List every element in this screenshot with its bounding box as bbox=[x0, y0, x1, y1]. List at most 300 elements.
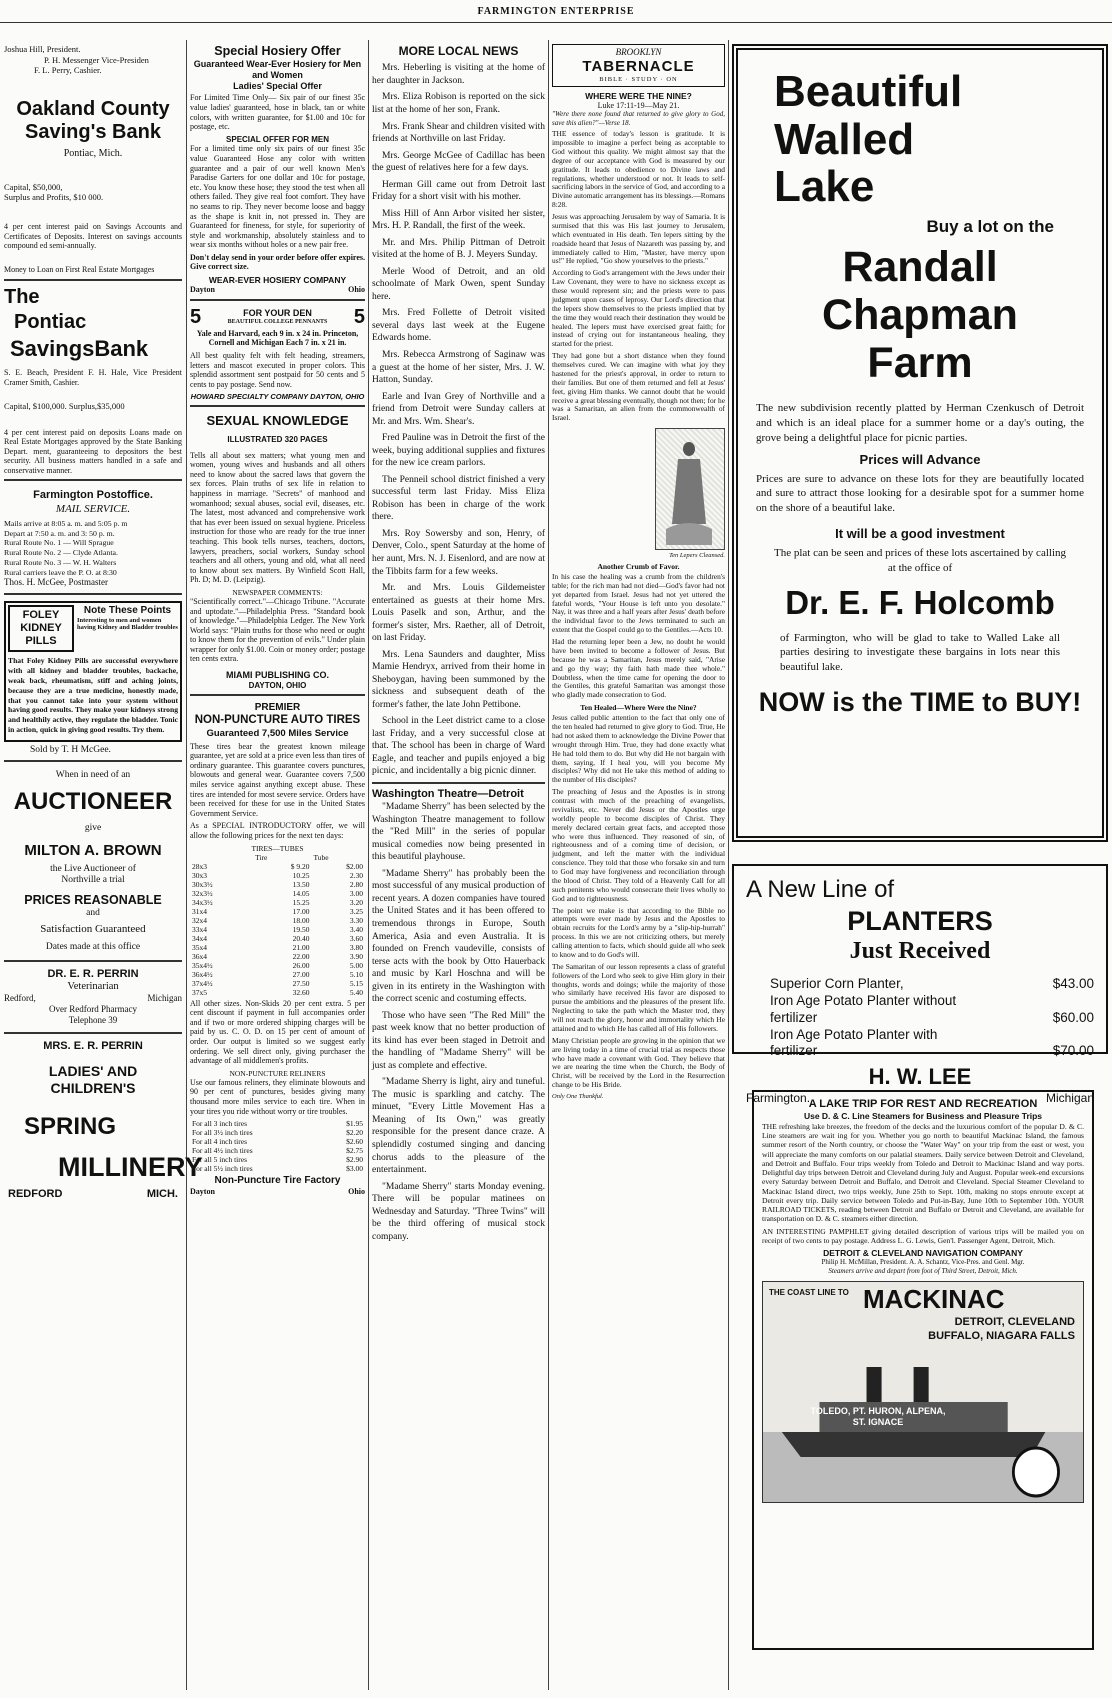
foley-header bbox=[8, 605, 178, 653]
lake-investment: It will be a good investment bbox=[835, 526, 1005, 542]
pontiac-title-line: The bbox=[4, 285, 40, 308]
table-cell: 35x4½ bbox=[192, 960, 213, 970]
auction-title: AUCTIONEER bbox=[13, 787, 173, 815]
illustration-caption-2: Only One Thankful. bbox=[552, 1093, 604, 1101]
table-row bbox=[190, 961, 365, 970]
farm-title bbox=[756, 243, 1084, 387]
item-name: Superior Corn Planter, bbox=[770, 975, 904, 991]
table-cell: $2.75 bbox=[346, 1146, 363, 1156]
illustration-caption-1: Ten Lepers Cleansed. bbox=[669, 552, 725, 560]
trip-mackinac: MACKINAC bbox=[863, 1284, 1005, 1315]
hosiery-location bbox=[190, 285, 365, 295]
news-item: Mrs. Lena Saunders and daughter, Miss Mamie Hendryx, arrived from their home in Sheboygan, having been summoned by the sickness and subsequent death of the former's father, the late John Pettibone. bbox=[372, 649, 545, 710]
sermon-paragraph: THE essence of today's lesson is gratitude. It is impossible to imagine a perfect being as acceptable to God without this quality. We might almost say that the degree of our acceptance with God is measured by our gratitude. It leads to obedience to Divine laws and regulations, whether understood or not. It leads to self-sacrificing labors in the service of God, and according to a Divine automatic arrangement has its blessings.—Romans 8:28. bbox=[552, 129, 726, 210]
trip-company: DETROIT & CLEVELAND NAVIGATION COMPANY bbox=[823, 1248, 1023, 1259]
news-item: The Penneil school district finished a very successful term last Friday. Miss Eliza Robison has been in charge of the work there. bbox=[372, 474, 545, 523]
foley-note-block bbox=[77, 605, 178, 653]
planters-line: A New Line of bbox=[746, 876, 895, 903]
divider bbox=[4, 279, 182, 281]
sermon-paragraph: Had the returning leper been a Jew, no doubt he would have been invited to become a follower of Jesus. But because he was a Samaritan, Jesus merely said, "Arise and go thy way; thy faith hath made thee whole." Doubtless, when the time came for opening the door to the Gentiles, this grateful Samaritan was amongst those who gladly made consecration to God. bbox=[552, 637, 725, 700]
table-cell: 5.15 bbox=[349, 978, 363, 988]
table-cell: For all 3 inch tires bbox=[192, 1119, 247, 1129]
sermon-paragraph: The Samaritan of our lesson represents a class of grateful followers of the Lord who seek to give Him glory in their thoughts, words and doings; while the majority of those who similarly have received His favor are disposed to pursue the ambitions and the pleasures of the present life. Neglecting to take the path which the Master trod, they will not reach the glory, honor and immortality which He attained and to which He has called all of His followers. bbox=[552, 961, 725, 1033]
list-item bbox=[770, 993, 1094, 1027]
table-cell: 37x4½ bbox=[192, 978, 213, 988]
oakland-bank-title: Oakland County Saving's Bank bbox=[16, 97, 170, 143]
trip-text: THE refreshing lake breezes, the freedom of the decks and the luxurious comfort of the popular D. & C. Line steamers are wait ing for you. Whether you go north to beautiful Mackinac Island, the famous summer resort of the North country, or choose the "Water Way" on your trip from the east or west, you will appreciate the many comforts on our palatial steamers. Daily service between Detroit and Cleveland, and Detroit and Buffalo. Four trips weekly from Toledo and Detroit to Mackinac Island and way ports. Delightful day trips between Detroit and Cleveland during July and August. Popular week-end excursions every Saturday between Detroit and Buffalo, and Detroit and Cleveland. Special Steamer Cleveland to Mackinac Island direct, two trips weekly, June 25th to Sept. 10th, making no stops enroute except at Detroit every trip. Daily service between Toledo and Put-in-Bay, June 10th to September 10th. YOUR RAILROAD TICKETS, reading between Detroit and Buffalo or Detroit and Cleveland, are available for transportation on D. & C. steamers either direction. bbox=[762, 1121, 1084, 1224]
farm-title-line: Chapman bbox=[822, 291, 1018, 340]
table-cell: 3.40 bbox=[349, 924, 363, 934]
sermon-paragraph: The preaching of Jesus and the Apostles is in strong contrast with much of the preaching of evangelists, revivalists, etc. Never did Jesus or the Apostles urge worldly people to become disciples of Christ. They merely declared certain great facts, and accepted those who were thus influenced. They reasoned of sin, of righteousness and of a coming time of decision, or judgment, and left the matter with the individual conscience. They told that those who forsake sin and turn to God may have forgiveness and reconciliation through the blood of Christ. They told of a Heavenly Call for all such penitents who would consecrate their lives wholly to God and to righteousness. bbox=[552, 787, 725, 903]
schedule-line: Mails arrive at 8:05 a. m. and 5:05 p. m bbox=[4, 518, 128, 528]
divider bbox=[190, 299, 365, 301]
perrin-pharmacy: Over Redford Pharmacy bbox=[49, 1004, 137, 1015]
news-item: Earle and Ivan Grey of Northville and a friend from Detroit were Sunday callers at Mr. and Mrs. Wm. Shear's. bbox=[372, 391, 545, 427]
table-cell: $2.00 bbox=[346, 861, 363, 871]
table-cell: 17.00 bbox=[292, 906, 310, 916]
auction-dates: Dates made at this office bbox=[45, 942, 141, 953]
table-cell: 32.60 bbox=[292, 987, 310, 997]
table-cell: 14.05 bbox=[292, 888, 310, 898]
mrs-perrin-name: MRS. E. R. PERRIN bbox=[43, 1039, 143, 1052]
sex-knowledge-comments-heading: NEWSPAPER COMMENTS: bbox=[232, 587, 323, 597]
foley-note: Note These Points bbox=[83, 604, 172, 616]
millinery-location bbox=[4, 1188, 182, 1201]
planters-subtitle: Just Received bbox=[849, 938, 991, 965]
postoffice-schedule bbox=[4, 519, 182, 589]
tire-premier: PREMIER bbox=[254, 702, 301, 714]
hosiery-title: Special Hosiery Offer bbox=[214, 44, 341, 58]
news-paragraph: Those who have seen "The Red Mill" the past week know that no better production of its kind has ever been staged in Detroit and the handling of "Madame Sherry" will be just as complete and effective. bbox=[372, 1010, 545, 1071]
tire-reliner-title: NON-PUNCTURE RELINERS bbox=[229, 1068, 326, 1078]
column-rule bbox=[728, 40, 729, 1690]
divider bbox=[372, 782, 545, 784]
table-row bbox=[190, 889, 365, 898]
sex-knowledge-comments: "Scientifically correct."—Chicago Tribune. "Accurate and uptodate."—Philadelphia Press. "Standard book of knowledge."—Philadelphia Ledger. The New York World says: "Plain truths for those who need or ought to know them for the prevention of evils." Under plain wrapper for only $1.00. Coin or money order; postage ten cents extra. bbox=[190, 596, 365, 664]
table-cell: For all 5½ inch tires bbox=[192, 1164, 253, 1174]
figure-icon bbox=[656, 429, 722, 547]
sermon-paragraph: They had gone but a short distance when they found themselves cured. We can imagine with what joy they hastened for the priest's approval, in order to return to their families. But one of them returned and fell at Jesus' feet, giving Him thanks. We cannot doubt that he would receive a great blessing eventually, though not then; for he was a Samaritan, an alien from the commonwealth of Israel. bbox=[552, 351, 725, 423]
table-cell: 36x4 bbox=[192, 951, 207, 961]
sermon-paragraphs-2 bbox=[552, 573, 725, 700]
lake-title-line: Walled bbox=[774, 114, 915, 164]
tire-text-3: All other sizes. Non-Skids 20 per cent extra. 5 per cent discount if payment in full accompanies order and if two or more ordered shipping charges will be paid by us. C. O. D. on 15 per cent of amount of order. Our output is limited so we suggest early ordering. We sell direct only, giving purchaser the advantage of all middlemen's profits. bbox=[190, 998, 365, 1066]
news-item: Mrs. Frank Shear and children visited with friends at Northville on last Friday. bbox=[372, 121, 545, 145]
oakland-loans: Money to Loan on First Real Estate Mortgages bbox=[4, 265, 155, 275]
table-header-cell: Tire bbox=[255, 852, 268, 862]
table-cell: 34x3½ bbox=[192, 897, 213, 907]
column-rule bbox=[368, 40, 369, 1690]
pontiac-text: 4 per cent interest paid on deposits Loans made on Real Estate Mortgages approved by the State Banking Depart. ment, guaranteeing to depositors the best security. All business matters handled in a safe and conservative manner. bbox=[4, 427, 182, 475]
schedule-line: Rural carriers leave the P. O. at 8:30 bbox=[4, 567, 117, 577]
news-paragraph: "Madame Sherry" has probably been the most successful of any musical production of recent years. A dozen companies have toured the United States and it has been offered to tremendous throngs in Europe, South America, Asia and even Australia. It is founded on French vaudeville, consists of terse acts with the book by Otto Hauerback and music by Karl Hoschna and will be given in its entirety in the Washington with the correct scenic and costuming effects. bbox=[372, 868, 545, 1005]
sermon-quote: "Were there none found that returned to give glory to God, save this alien?"—Verse 18. bbox=[552, 110, 725, 127]
table-cell: For all 3½ inch tires bbox=[192, 1128, 253, 1138]
column-3 bbox=[372, 44, 545, 1690]
lake-doctor-name: Dr. E. F. Holcomb bbox=[785, 584, 1055, 622]
column-rule bbox=[186, 40, 187, 1690]
table-cell: 36x4½ bbox=[192, 969, 213, 979]
millinery-city: REDFORD bbox=[8, 1187, 63, 1200]
walled-lake-ad bbox=[732, 44, 1108, 842]
banner-line-3: BIBLE · STUDY · ON bbox=[599, 75, 678, 83]
news-item: Mrs. Heberling is visiting at the home of her daughter in Jackson. bbox=[372, 63, 545, 86]
news-item: Mrs. Eliza Robison is reported on the sick list at the home of her son, Frank. bbox=[372, 92, 545, 115]
pennant-subtitle: BEAUTIFUL COLLEGE PENNANTS bbox=[227, 318, 328, 325]
item-price: $60.00 bbox=[1052, 1009, 1094, 1025]
news-item: School in the Leet district came to a close last Friday, and a very successful close at that. The school has been in charge of Ward Eagle, and teacher and pupils enjoyed a big picnic, and incidentally a big picnic dinner. bbox=[372, 716, 545, 777]
news-item: Mrs. George McGee of Cadillac has been the guest of relatives here for a few days. bbox=[372, 150, 545, 174]
auction-name: MILTON A. BROWN bbox=[24, 841, 162, 859]
walled-lake-title bbox=[774, 68, 1084, 211]
table-cell: 13.50 bbox=[292, 879, 310, 889]
sermon-paragraphs-3 bbox=[552, 714, 725, 1101]
hosiery-city: Dayton bbox=[190, 285, 215, 295]
news-paragraph: "Madame Sherry is light, airy and tuneful. The music is sparkling and catchy. The minuet, "Every Little Movement Has a Meaning of Its Own," was greatly responsible for the present dance craze. A splendidly costumed singing and dancing chorus adds to the pleasure of the entertainment. bbox=[372, 1077, 545, 1176]
sex-knowledge-subtitle: ILLUSTRATED 320 PAGES bbox=[227, 435, 328, 445]
lepers-illustration bbox=[655, 428, 725, 550]
column-2 bbox=[190, 44, 365, 1690]
table-cell: 3.20 bbox=[349, 897, 363, 907]
news-item: Merle Wood of Detroit, and an old schoolmate of Mark Owen, spent Sunday here. bbox=[372, 266, 545, 302]
planters-state: Michigan bbox=[1045, 1090, 1094, 1105]
schedule-line: Rural Route No. 2 — Clyde Atlanta. bbox=[4, 548, 118, 558]
planters-list bbox=[770, 976, 1094, 1060]
item-name: Iron Age Potato Planter with fertilizer bbox=[770, 1026, 938, 1059]
hosiery-subtitle-2: Ladies' Special Offer bbox=[233, 80, 322, 91]
table-cell: 19.50 bbox=[292, 924, 310, 934]
table-cell: For all 5 inch tires bbox=[192, 1155, 247, 1165]
pontiac-officers: S. E. Beach, President F. H. Hale, Vice President Cramer Smith, Cashier. bbox=[4, 368, 182, 387]
divider bbox=[4, 1032, 182, 1034]
pennant-company: HOWARD SPECIALTY COMPANY DAYTON, OHIO bbox=[190, 392, 365, 402]
farm-title-line: Farm bbox=[867, 339, 973, 388]
table-row bbox=[190, 979, 365, 988]
table-row bbox=[190, 952, 365, 961]
table-cell: 22.00 bbox=[292, 951, 310, 961]
foley-sold: Sold by T. H McGee. bbox=[30, 744, 111, 755]
table-cell: $ 9.20 bbox=[290, 861, 310, 871]
table-cell: 32x3½ bbox=[192, 888, 213, 898]
oakland-capital: Capital, $50,000, bbox=[4, 181, 63, 192]
news-item: Herman Gill came out from Detroit last Friday for a short visit with his mother. bbox=[372, 179, 545, 203]
pontiac-bank-title bbox=[4, 285, 182, 363]
table-cell: 26.00 bbox=[292, 960, 310, 970]
sermon-paragraph: Jesus called public attention to the fact that only one of the ten healed had returned to give glory to God. True, He had not asked them to acknowledge the Divine Power that wrought through Him. True, they had done exactly what He had told them to do. But why did He not bargain with them, saying, If I heal you, will you become My disciples? Why did not He take this method of adding to the number of His disciples? bbox=[552, 713, 725, 785]
oakland-officers bbox=[4, 44, 182, 76]
sermon-paragraph: Many Christian people are growing in the opinion that we are living today in a time of crucial trial as respects those who have made a covenant with God. They believe that we are nearing the time when the Church, the Body of Christ, will be received by the Lord in the Resurrection change to be His Bride. bbox=[552, 1035, 725, 1090]
list-item bbox=[770, 1027, 1094, 1061]
officer-line: P. H. Messenger Vice-Presiden bbox=[44, 54, 149, 65]
postoffice-subtitle: MAIL SERVICE. bbox=[55, 502, 131, 515]
foley-note-sub: Interesting to men and women having Kidney and Bladder troubles bbox=[77, 616, 178, 632]
table-row bbox=[190, 1164, 365, 1173]
trip-title: A LAKE TRIP FOR REST AND RECREATION bbox=[808, 1098, 1038, 1110]
lake-text-3: The plat can be seen and prices of these lots ascertained by calling at the office of bbox=[774, 546, 1066, 574]
table-row bbox=[190, 916, 365, 925]
table-row bbox=[190, 862, 365, 871]
sex-knowledge-text: Tells all about sex matters; what young men and women, young wives and husbands and all others need to know about the sacred laws that govern the sex forces. Plain truths of sex life in relation to happiness in marriage. "Secrets" of manhood and womanhood; sexual abuses, social evil, diseases, etc. The latest, most advanced and comprehensive work that has ever been issued on sexual hygiene. Priceless instruction for those who are ready for the true inner teaching. This book tells nurses, teachers, doctors, lawyers, preachers, social workers, Sunday school teachers and all others, young and old, what all need to know about sex matters. By Winfield Scott Hall, Ph. D; M. D. (Leipzig). bbox=[190, 450, 365, 585]
oakland-interest: 4 per cent interest paid on Savings Accounts and Certificates of Deposits. Interest on savings accounts compound ed semi-annually. bbox=[4, 222, 182, 251]
perrin-phone: Telephone 39 bbox=[68, 1015, 118, 1026]
millinery-line1: LADIES' AND bbox=[48, 1063, 138, 1080]
divider bbox=[4, 760, 182, 762]
sermon-reference: Luke 17:11-19—May 21. bbox=[597, 100, 680, 110]
tire-text-1: These tires bear the greatest known mileage guarantee, yet are sold at a price even less than tires of ordinary guarantee. This guarantee covers punctures, blowouts and general wear. Guarantee covers 7,500 miles service against anything except abuse. These tires are intended for most severe service. Orders have been received for these for use in the United States Government Service. bbox=[190, 741, 365, 818]
table-cell: 15.25 bbox=[292, 897, 310, 907]
divider bbox=[190, 694, 365, 696]
table-cell: 3.60 bbox=[349, 933, 363, 943]
masthead-rule bbox=[0, 22, 1112, 23]
sex-knowledge-city: DAYTON, OHIO bbox=[248, 680, 307, 690]
banner-line-1: BROOKLYN bbox=[615, 47, 662, 57]
tire-subtitle: Guaranteed 7,500 Miles Service bbox=[206, 728, 349, 740]
auction-desc: the Live Auctioneer of Northville a trial bbox=[50, 863, 136, 886]
banner-line-2: TABERNACLE bbox=[582, 57, 695, 75]
lake-text-4: of Farmington, who will be glad to take to Walled Lake all parties desiring to investigate these bargains in lots near this beautiful lake. bbox=[780, 631, 1060, 673]
mackinac-banner bbox=[762, 1281, 1084, 1503]
pontiac-title-line: SavingsBank bbox=[10, 335, 149, 361]
table-cell: 27.50 bbox=[292, 978, 310, 988]
tire-location bbox=[190, 1187, 365, 1197]
table-cell: 20.40 bbox=[292, 933, 310, 943]
table-cell: 2.30 bbox=[349, 870, 363, 880]
table-cell: 30x3 bbox=[192, 870, 207, 880]
lake-text-2: Prices are sure to advance on these lots for they are beautifully located and sure to attract those looking for a desirable spot for a summer home on the shore of a beautiful lake. bbox=[756, 472, 1084, 515]
lake-text-1: The new subdivision recently platted by Herman Czenkusch of Detroit and which is an ideal place for a summer home or a day's outing, the grove being a delightful place for picnic parties. bbox=[756, 402, 1084, 445]
foley-ad bbox=[4, 601, 182, 742]
table-header-cell bbox=[190, 853, 253, 862]
sermon-paragraphs-1 bbox=[552, 130, 725, 423]
tire-text-4: Use our famous reliners, they eliminate blowouts and 90 per cent of punctures, besides giving many thousand more miles service to each tire. When in your tires you ride without worry or tire troubles. bbox=[190, 1077, 365, 1116]
table-row bbox=[190, 943, 365, 952]
schedule-line: Rural Route No. 3 — W. H. Walters bbox=[4, 557, 117, 567]
lake-prices-advance: Prices will Advance bbox=[859, 451, 981, 467]
table-row bbox=[190, 988, 365, 997]
table-cell: $2.90 bbox=[346, 1155, 363, 1165]
millinery-title: MILLINERY bbox=[58, 1152, 203, 1183]
table-cell: 35x4 bbox=[192, 942, 207, 952]
table-row bbox=[190, 1146, 365, 1155]
trip-subtitle: Use D. & C. Line Steamers for Business and Pleasure Trips bbox=[803, 1111, 1043, 1122]
auction-satisfaction: Satisfaction Guaranteed bbox=[40, 923, 146, 936]
news-item: Mrs. Fred Follette of Detroit visited several days last week at the Eugene Edwards home. bbox=[372, 308, 545, 344]
auction-prices: PRICES REASONABLE bbox=[24, 892, 162, 907]
tire-city: Dayton bbox=[190, 1187, 215, 1197]
table-cell: For all 4½ inch tires bbox=[192, 1146, 253, 1156]
table-row bbox=[190, 970, 365, 979]
table-cell: $3.00 bbox=[346, 1164, 363, 1174]
sex-knowledge-title: SEXUAL KNOWLEDGE bbox=[206, 413, 349, 429]
tabernacle-banner bbox=[552, 44, 725, 87]
table-cell: 37x5 bbox=[192, 987, 207, 997]
list-item bbox=[770, 976, 1094, 993]
perrin-name: DR. E. R. PERRIN bbox=[47, 967, 139, 980]
farm-title-line: Randall bbox=[842, 242, 998, 291]
divider bbox=[4, 479, 182, 481]
table-row bbox=[190, 925, 365, 934]
lake-now-buy: NOW is the TIME to BUY! bbox=[758, 686, 1082, 717]
reliner-table-body bbox=[190, 1119, 365, 1173]
planters-city: Farmington. bbox=[746, 1090, 811, 1105]
lake-trip-ad bbox=[752, 1090, 1094, 1650]
hosiery-text-1: For Limited Time Only— Six pair of our finest 35c value ladies' guaranteed, hose in black, tan or white colors, with written guarantee, for $1.00 and 10c for postage, etc. bbox=[190, 93, 365, 132]
news-item: Mr. and Mrs. Philip Pittman of Detroit visited at the home of B. J. Meyers Sunday. bbox=[372, 237, 545, 261]
foley-logo: FOLEY KIDNEY PILLS bbox=[8, 605, 74, 653]
millinery-state: MICH. bbox=[146, 1187, 178, 1200]
pontiac-title-line: Pontiac bbox=[14, 310, 87, 333]
millinery-line2: CHILDREN'S bbox=[50, 1079, 136, 1096]
table-cell: 27.00 bbox=[292, 969, 310, 979]
pennant-heading-block bbox=[205, 308, 350, 326]
table-cell: 10.25 bbox=[292, 870, 310, 880]
table-row bbox=[190, 1128, 365, 1137]
tire-table-title: TIRES—TUBES bbox=[251, 843, 304, 853]
table-cell: 31x4 bbox=[192, 906, 207, 916]
table-row bbox=[190, 934, 365, 943]
table-cell: 2.80 bbox=[349, 879, 363, 889]
trip-officers: Philip H. McMillan, President. A. A. Schantz, Vice-Pres. and Genl. Mgr. bbox=[821, 1258, 1025, 1267]
pennant-title: FOR YOUR DEN bbox=[243, 307, 312, 318]
officer-line: Joshua Hill, President. bbox=[4, 44, 81, 54]
divider bbox=[4, 960, 182, 962]
table-cell: $2.20 bbox=[346, 1128, 363, 1138]
perrin-title: Veterinarian bbox=[67, 980, 119, 992]
lake-buy-line: Buy a lot on the bbox=[926, 216, 1054, 236]
tire-table-body bbox=[190, 862, 365, 997]
divider bbox=[4, 593, 182, 595]
masthead: FARMINGTON ENTERPRISE bbox=[477, 6, 635, 17]
oakland-surplus: Surplus and Profits, $10 000. bbox=[4, 192, 104, 203]
news-item: Mr. and Mrs. Louis Gildemeister entertained as guests at their home Mrs. Louis Paselk and son, Arthur, and the former's sister, Mrs. Raether, all of Detroit, on last Friday. bbox=[372, 583, 545, 644]
news-item: Mrs. Rebecca Armstrong of Saginaw was a guest at the home of her sister, Mrs. J. W. Hatton, Sunday. bbox=[372, 350, 545, 386]
millinery-spring: SPRING bbox=[24, 1112, 117, 1140]
pontiac-capital: Capital, $100,000. Surplus,$35,000 bbox=[4, 401, 125, 412]
officer-line: F. L. Perry, Cashier. bbox=[34, 65, 102, 76]
sermon-paragraph: In his case the healing was a crumb from the children's table; for the rich man had not died—God's favor had not yet departed from Israel. Jesus had not yet uttered the fateful words, "Your House is left unto you desolate." Nay, it was three and a half years after Jesus' death before the individual favor to the Jews terminated to such an extent that the Gospel could go to the Gentiles.—Acts 10. bbox=[552, 571, 725, 635]
item-price: $70.00 bbox=[1052, 1043, 1094, 1059]
crumb-heading: Another Crumb of Favor. bbox=[597, 561, 680, 571]
schedule-line: Rural Route No. 1 — Will Sprague bbox=[4, 538, 114, 548]
table-row bbox=[190, 880, 365, 889]
auction-and: and bbox=[86, 907, 100, 918]
hosiery-company: WEAR-EVER HOSIERY COMPANY bbox=[208, 275, 347, 286]
tire-company: Non-Puncture Tire Factory bbox=[214, 1175, 341, 1187]
hosiery-subtitle: Guaranteed Wear-Ever Hosiery for Men and Women bbox=[193, 59, 362, 80]
oakland-bank-city: Pontiac, Mich. bbox=[63, 147, 123, 159]
table-cell: 5.40 bbox=[349, 987, 363, 997]
lake-title-line: Lake bbox=[774, 162, 875, 212]
table-header-row bbox=[190, 853, 365, 862]
tire-text-2: As a SPECIAL INTRODUCTORY offer, we will allow the following prices for the next ten days: bbox=[190, 821, 365, 840]
table-cell: 28x3 bbox=[192, 861, 207, 871]
tire-title: NON-PUNCTURE AUTO TIRES bbox=[194, 714, 361, 727]
lake-title-line: Beautiful bbox=[774, 67, 963, 116]
healed-heading: Ten Healed—Where Were the Nine? bbox=[580, 703, 697, 713]
table-row bbox=[190, 898, 365, 907]
news-item: Miss Hill of Ann Arbor visited her sister, Mrs. H. P. Randall, the first of the week. bbox=[372, 208, 545, 232]
perrin-location bbox=[4, 993, 182, 1004]
local-news-heading: MORE LOCAL NEWS bbox=[398, 44, 519, 58]
hosiery-text-2: For a limited time only six pairs of our finest 35c value Guaranteed Hose any color with written guarantee and a pair of our well known Men's Paradise Garters for one dollar and 10c for postage, etc. You know these hose; they stood the test when all others failed. They give real foot comfort. They have no seams to rip. They never become loose and baggy as the shape is knit in, not pressed in. They are Guaranteed for fineness, for style, for superiority of style and workmanship, absolutely stainless and to wear six months without holes or a new pair free. bbox=[190, 144, 365, 250]
news-item: Mrs. Roy Sowersby and son, Henry, of Denver, Colo., spent Saturday at the home of her aunt, Mrs. N. J. Eisenlord, and are now at the Tibbits farm for a few weeks. bbox=[372, 528, 545, 577]
hosiery-men-heading: SPECIAL OFFER FOR MEN bbox=[226, 134, 329, 144]
local-news-list bbox=[372, 62, 545, 778]
item-price: $43.00 bbox=[1052, 975, 1094, 991]
table-cell: 3.30 bbox=[349, 915, 363, 925]
trip-coast: THE COAST LINE TO bbox=[769, 1288, 849, 1298]
table-cell: 3.80 bbox=[349, 942, 363, 952]
pennant-number: 5 bbox=[190, 305, 202, 328]
pennant-text-2: All best quality felt with felt heading, streamers, letters and mascot executed in proper colors. This splendid assortment sent postpaid for 50 cents and 5 cents to pay postage. Send now. bbox=[190, 351, 365, 389]
table-cell: 5.00 bbox=[349, 960, 363, 970]
news-paragraph: "Madame Sherry" starts Monday evening. There will be popular matinees on Wednesday and Saturday. "Three Twins" will be the third offering of musical stock company. bbox=[372, 1181, 545, 1242]
planters-name: H. W. LEE bbox=[868, 1064, 972, 1090]
table-cell: 18.00 bbox=[292, 915, 310, 925]
sermon-paragraph: The point we make is that according to the Bible no attempts were ever made by Jesus and the Apostles to obtain recruits for the Lord's army by a "slip-hip-hurrah" process. In this we are not criticizing others, but merely calling attention to facts, which should guide all who seek to know and to do God's will. bbox=[552, 905, 725, 959]
hosiery-state: Ohio bbox=[348, 285, 365, 295]
table-row bbox=[190, 1155, 365, 1164]
divider bbox=[190, 405, 365, 407]
reliner-price-table bbox=[190, 1119, 365, 1173]
sermon-paragraph: According to God's arrangement with the Jews under their Law Covenant, they were to have no sickness except as these would represent sin; and the priests were to pass judgment upon cases of leprosy. Our Lord's direction that the lepers show themselves to the priests implied that by the time they would reach their destination they would be healed. The lepers must have exercised great faith; for instead of crying out for instantaneous healing, they started for the priest. bbox=[552, 268, 725, 349]
table-cell: 33x4 bbox=[192, 924, 207, 934]
trip-pamphlet: AN INTERESTING PAMPHLET giving detailed description of various trips will be mailed you on receipt of two cents to pay postage. Address L. G. Lewis, Gen'l. Passenger Agent, Detroit, Mich. bbox=[762, 1226, 1084, 1245]
perrin-city: Redford, bbox=[4, 993, 36, 1004]
trip-cities-1: DETROIT, CLEVELAND bbox=[954, 1316, 1075, 1329]
perrin-state: Michigan bbox=[147, 993, 182, 1004]
trip-cities-2: BUFFALO, NIAGARA FALLS bbox=[928, 1330, 1075, 1343]
tire-state: Ohio bbox=[348, 1187, 365, 1197]
column-5 bbox=[732, 44, 1108, 1690]
table-cell: For all 4 inch tires bbox=[192, 1137, 247, 1147]
pennant-header bbox=[190, 305, 365, 329]
auction-intro: When in need of an bbox=[55, 770, 131, 781]
table-cell: 3.00 bbox=[349, 888, 363, 898]
theatre-article bbox=[372, 801, 545, 1243]
foley-text: That Foley Kidney Pills are successful everywhere with all kidney and bladder troubles, backache, weak back, rheumatism, stiff and aching joints, because they are a true medicine, honestly made, that you cannot take into your system without having good results. They make your kidneys strong and healthily active, they regulate the bladder. Tonic in action, quick in giving good results. Try them. bbox=[8, 656, 178, 735]
news-item: Fred Pauline was in Detroit the first of the week, buying additional supplies and fixtures for the new ice cream parlors. bbox=[372, 433, 545, 469]
auction-give: give bbox=[84, 822, 102, 833]
sermon-title: WHERE WERE THE NINE? bbox=[585, 90, 692, 101]
theatre-title: Washington Theatre—Detroit bbox=[372, 788, 524, 801]
table-row bbox=[190, 1137, 365, 1146]
schedule-line: Thos. H. McGee, Postmaster bbox=[4, 577, 108, 588]
trip-steamers: Steamers arrive and depart from foot of Third Street, Detroit, Mich. bbox=[828, 1266, 1018, 1275]
table-row bbox=[190, 907, 365, 916]
hosiery-delay: Don't delay send in your order before offer expires. Give correct size. bbox=[190, 252, 365, 272]
planters-title: PLANTERS bbox=[847, 905, 993, 936]
sex-knowledge-company: MIAMI PUBLISHING CO. bbox=[226, 670, 329, 681]
table-row bbox=[190, 1119, 365, 1128]
schedule-line: Depart at 7:50 a. m. and 3: 50 p. m. bbox=[4, 528, 115, 538]
table-cell: 3.90 bbox=[349, 951, 363, 961]
column-4 bbox=[552, 44, 725, 1690]
table-cell: $1.95 bbox=[346, 1119, 363, 1129]
table-cell: 3.25 bbox=[349, 906, 363, 916]
table-cell: $2.60 bbox=[346, 1137, 363, 1147]
trip-ports: TOLEDO, PT. HURON, ALPENA, ST. IGNACE bbox=[810, 1406, 946, 1428]
table-cell: 32x4 bbox=[192, 915, 207, 925]
table-header-cell: Tube bbox=[313, 852, 329, 862]
column-rule bbox=[548, 40, 549, 1690]
pennant-text-1: Yale and Harvard, each 9 in. x 24 in. Princeton, Cornell and Michigan Each 7 in. x 21 in. bbox=[196, 328, 359, 348]
news-paragraph: "Madame Sherry" has been selected by the Washington Theatre management to follow the "Red Mill" in the series of popular musical comedies now being presented in this beautiful playhouse. bbox=[372, 802, 545, 863]
pennant-number: 5 bbox=[353, 305, 365, 328]
table-cell: 30x3½ bbox=[192, 879, 213, 889]
postoffice-title: Farmington Postoffice. bbox=[33, 489, 153, 502]
table-cell: 5.10 bbox=[349, 969, 363, 979]
